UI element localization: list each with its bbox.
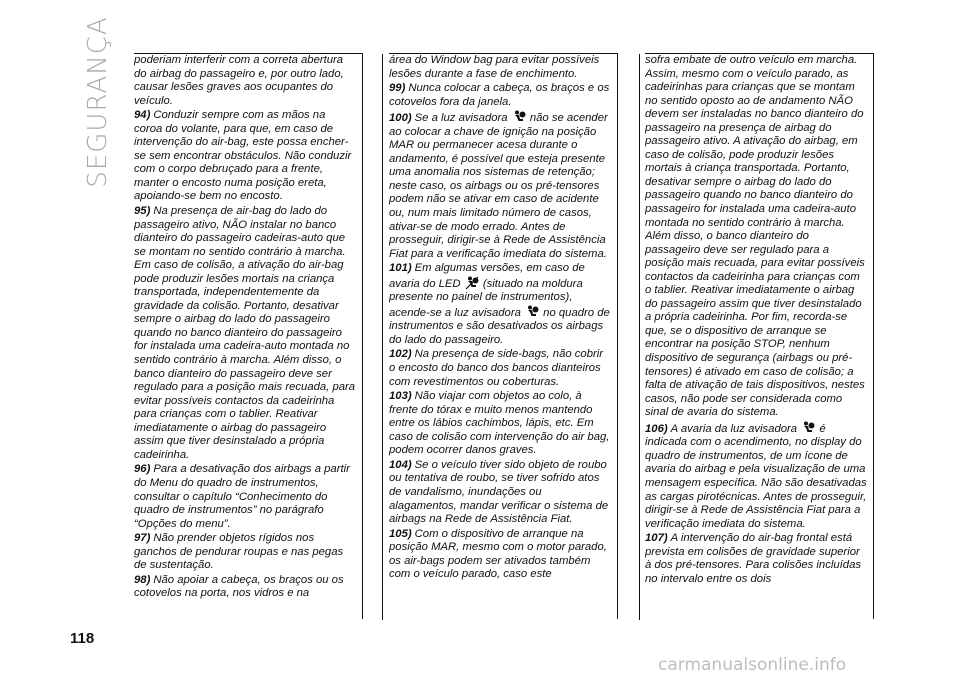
warning-note-103: 103) Não viajar com objetos ao colo, à frente do tórax e muito menos mantendo entre os lábios cachimbos, lápis, etc. Em caso de colisão com intervenção do air bag, podem ocorrer danos graves. [389, 390, 610, 457]
column-rule-side-1 [362, 53, 363, 619]
warning-note-96: 96) Para a desativação dos airbags a partir do Menu do quadro de instrumentos, consultar o capítulo “Conhecimento do quadro de instrumentos” no parágrafo “Opções do menu”. [134, 463, 350, 530]
warning-note-98: 98) Não apoiar a cabeça, os braços ou os cotovelos na porta, nos vidros e na [134, 573, 344, 600]
paragraph: área do Window bag para evitar possíveis lesões durante a fase de enchimento. [389, 54, 600, 80]
section-title: SEGURANÇA [83, 16, 113, 188]
paragraph: sofra embate de outro veículo em marcha. Assim, mesmo com o veículo parado, as cadeirinhas para crianças que se montam no sentido oposto ao de andamento NÃO devem ser instaladas no banco dianteiro do passageiro na presença de airbag do passageiro ativo. A ativação do airbag, em caso de colisão, pode produzir lesões mortais à criança transportada. Portanto, desativar sempre o airbag do lado do passageiro quando no banco dianteiro do passageiro for instalada uma cadeira-auto montada no sentido contrário à marcha. Além disso, o banco dianteiro do passageiro deve ser regulado para a posição mais recuada, para evitar possíveis contactos da cadeirinha para crianças com o tablier. Reativar imediatamente o airbag do passageiro assim que tiver desinstalado a própria cadeirinha. Por fim, recorda-se que, se o dispositivo de arranque se encontrar na posição STOP, nenhum dispositivo de segurança (airbags ou pré-tensores) é ativado em caso de colisão; a falta de ativação de tais dispositivos, nestes casos, não pode ser considerada como sinal de avaria do sistema. [645, 54, 865, 419]
warning-note-106: 106) A avaria da luz avisadora é indicada com o acendimento, no display do quadro de instrumentos, de um ícone de avaria do airbag e pela visualização de uma mensagem específica. Não são desativadas as cargas pirotécnicas. Antes de prosseguir, dirigir-se à Rede de Assistência Fiat para a verificação imediata do sistema. [645, 422, 867, 530]
column-rule-side-3 [873, 53, 874, 619]
airbag-warning-icon [525, 305, 539, 319]
paragraph: poderiam interferir com a correta abertura do airbag do passageiro e, por outro lado, causar lesões graves aos ocupantes do veículo. [134, 54, 344, 107]
warning-note-104: 104) Se o veículo tiver sido objeto de roubo ou tentativa de roubo, se tiver sofrido atos de vandalismo, inundações ou alagamentos, mandar verificar o sistema de airbags na Rede de Assistência Fiat. [389, 458, 609, 526]
warning-note-105: 105) Com o dispositivo de arranque na posição MAR, mesmo com o motor parado, os air-bags podem ser ativados também com o veículo parado, caso este [389, 527, 607, 581]
airbag-warning-icon [512, 110, 526, 124]
watermark: carmanualsonline.info [658, 655, 847, 675]
warning-note-94: 94) Conduzir sempre com as mãos na coroa do volante, para que, em caso de intervenção do air-bag, este possa encher-se sem encontrar obstáculos. Não conduzir com o corpo debruçado para a frente, manter o encosto numa posição ereta, apoiando-se bem no encosto. [134, 109, 352, 203]
airbag-warning-icon [801, 421, 815, 435]
warning-note-100: 100) Se a luz avisadora não se acender ao colocar a chave de ignição na posição MAR ou permanecer acesa durante o andamento, é possível que esteja presente uma anomalia nos sistemas de retenção; neste caso, os airbags ou os pré-tensores podem não se ativar em caso de acidente ou, num mais limitado número de casos, ativar-se de modo errado. Antes de prosseguir, dirigir-se à Rede de Assistência Fiat para a verificação imediata do sistema. [389, 112, 608, 260]
passenger-airbag-off-icon [465, 276, 479, 290]
warning-note-101: 101) Em algumas versões, em caso de avaria do LED (situado na moldura presente no painel de instrumentos), acende-se a luz avisadora no quadro de instrumentos e são desativados os airbags do lado do passageiro. [389, 262, 610, 346]
text-column-1 [134, 54, 356, 620]
text-column-3 [645, 54, 867, 620]
text-column-2 [389, 54, 611, 620]
warning-note-95: 95) Na presença de air-bag do lado do passageiro ativo, NÃO instalar no banco dianteiro do passageiro cadeiras-auto que se montam no sentido contrário à marcha. Em caso de colisão, a ativação do air-bag pode produzir lesões mortais na criança transportada, independentemente da gravidade da colisão. Portanto, desativar sempre o airbag do lado do passageiro quando no banco dianteiro do passageiro for instalada uma cadeira-auto montada no sentido contrário à marcha. Além disso, o banco dianteiro do passageiro deve ser regulado para a posição mais recuada, para evitar possíveis contactos da cadeirinha para crianças com o tablier. Reativar imediatamente o airbag do passageiro assim que tiver desinstalado a própria cadeirinha. [134, 205, 356, 461]
column-divider-3 [639, 54, 640, 620]
warning-note-99: 99) Nunca colocar a cabeça, os braços e os cotovelos fora da janela. [389, 82, 610, 108]
page-number: 118 [70, 630, 95, 647]
column-divider-2 [382, 54, 383, 620]
warning-note-107: 107) A intervenção do air-bag frontal está prevista em colisões de gravidade superior à dos pré-tensores. Para colisões incluídas no intervalo entre os dois [645, 532, 862, 585]
column-rule-side-2 [617, 53, 618, 619]
warning-note-102: 102) Na presença de side-bags, não cobrir o encosto do banco dos bancos dianteiros com revestimentos ou coberturas. [389, 348, 604, 388]
warning-note-97: 97) Não prender objetos rígidos nos ganchos de pendurar roupas e nas pegas de sustentação. [134, 532, 344, 572]
